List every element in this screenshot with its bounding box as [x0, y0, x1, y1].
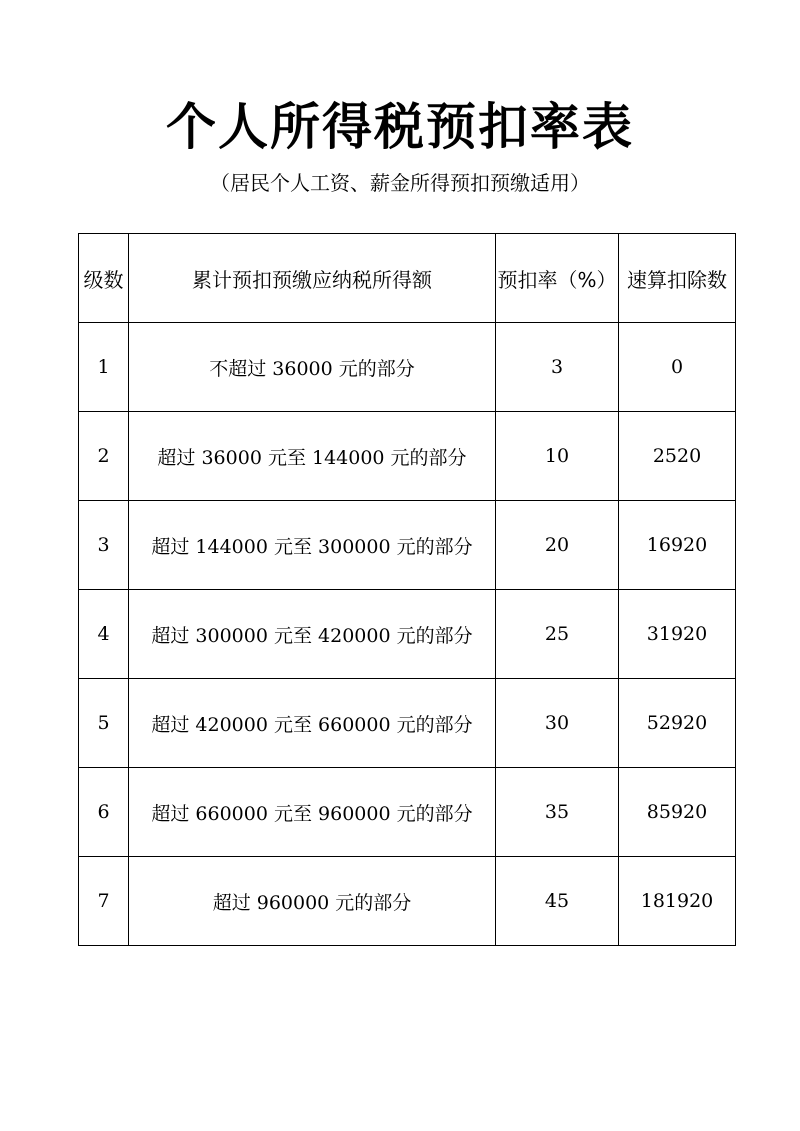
- cell-rate: 25: [496, 590, 619, 679]
- cell-quick-deduction: 2520: [619, 412, 736, 501]
- cell-income-range: 超过 144000 元至 300000 元的部分: [129, 501, 496, 590]
- cell-quick-deduction: 0: [619, 323, 736, 412]
- cell-rate: 35: [496, 768, 619, 857]
- table-row: [79, 501, 736, 590]
- cell-level: 1: [79, 323, 129, 412]
- page-subtitle: （居民个人工资、薪金所得预扣预缴适用）: [210, 171, 590, 195]
- table-header-row: [79, 234, 736, 323]
- page-title: 个人所得税预扣率表: [166, 97, 634, 156]
- header-level: 级数: [79, 234, 129, 323]
- cell-level: 4: [79, 590, 129, 679]
- table-row: [79, 768, 736, 857]
- table-row: [79, 412, 736, 501]
- cell-rate: 45: [496, 857, 619, 946]
- table-row: [79, 679, 736, 768]
- cell-income-range: 超过 300000 元至 420000 元的部分: [129, 590, 496, 679]
- cell-income-range: 超过 660000 元至 960000 元的部分: [129, 768, 496, 857]
- cell-level: 2: [79, 412, 129, 501]
- cell-income-range: 不超过 36000 元的部分: [129, 323, 496, 412]
- cell-income-range: 超过 960000 元的部分: [129, 857, 496, 946]
- cell-rate: 20: [496, 501, 619, 590]
- cell-quick-deduction: 181920: [619, 857, 736, 946]
- cell-level: 7: [79, 857, 129, 946]
- cell-income-range: 超过 36000 元至 144000 元的部分: [129, 412, 496, 501]
- cell-rate: 10: [496, 412, 619, 501]
- header-quick-deduction: 速算扣除数: [619, 234, 736, 323]
- cell-rate: 30: [496, 679, 619, 768]
- tax-rate-table: [78, 233, 736, 946]
- header-rate: 预扣率（%）: [496, 234, 619, 323]
- table-row: [79, 590, 736, 679]
- cell-level: 3: [79, 501, 129, 590]
- table-row: [79, 323, 736, 412]
- table-row: [79, 857, 736, 946]
- cell-income-range: 超过 420000 元至 660000 元的部分: [129, 679, 496, 768]
- header-taxable-income: 累计预扣预缴应纳税所得额: [129, 234, 496, 323]
- cell-quick-deduction: 31920: [619, 590, 736, 679]
- cell-rate: 3: [496, 323, 619, 412]
- cell-quick-deduction: 52920: [619, 679, 736, 768]
- cell-quick-deduction: 16920: [619, 501, 736, 590]
- cell-level: 5: [79, 679, 129, 768]
- cell-quick-deduction: 85920: [619, 768, 736, 857]
- cell-level: 6: [79, 768, 129, 857]
